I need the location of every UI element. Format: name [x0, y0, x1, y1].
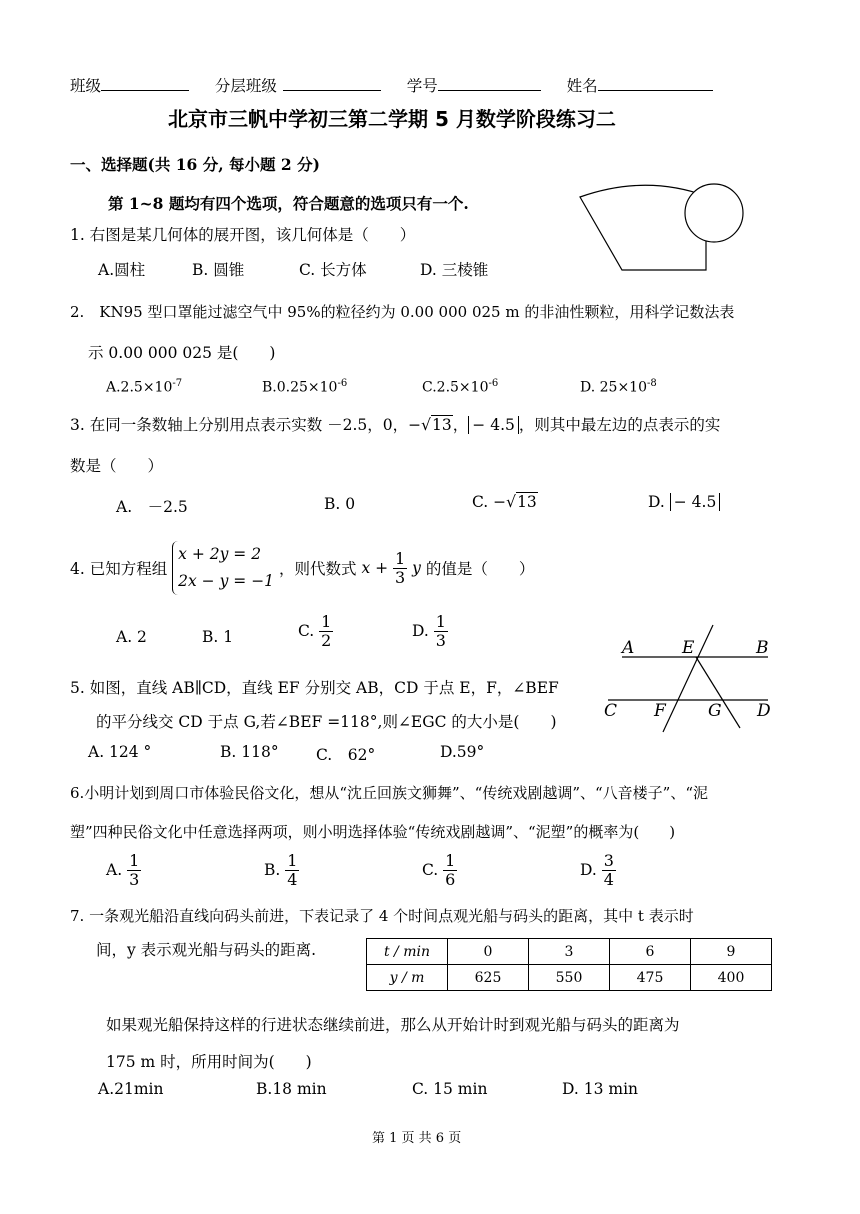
q3-option-c[interactable]: C. −√13: [472, 493, 537, 511]
q1-option-c[interactable]: C. 长方体: [299, 261, 367, 279]
id-blank[interactable]: [438, 74, 541, 91]
q2-option-c[interactable]: $C.2.5\times 10^{-6}$: [422, 378, 499, 396]
name-label: 姓名: [566, 77, 598, 95]
q1-option-b[interactable]: B. 圆锥: [192, 261, 245, 279]
table-cell: 0: [448, 939, 529, 965]
q7-table: [366, 938, 772, 991]
table-cell: 400: [691, 965, 772, 991]
class-label: 班级: [70, 77, 102, 95]
q5-option-c[interactable]: C. 62°: [316, 746, 376, 764]
q7-option-b[interactable]: B.18 min: [256, 1080, 327, 1098]
q3-option-d[interactable]: D. − 4.5: [648, 493, 720, 511]
q5-line2: 的平分线交 CD 于点 G,若∠BEF =118°,则∠EGC 的大小是( ): [96, 713, 557, 731]
base-circle: [685, 184, 743, 242]
q7-line3: 如果观光船保持这样的行进状态继续前进，那么从开始计时到观光船与码头的距离为: [106, 1016, 680, 1034]
section-heading: 一、选择题(共 16 分, 每小题 2 分): [70, 155, 320, 174]
class-blank[interactable]: [101, 74, 189, 91]
q4-option-c[interactable]: C. $\frac{1}{2}$: [298, 612, 332, 650]
label-D: D: [757, 701, 771, 721]
q3-stem-line2: 数是（ ）: [70, 457, 164, 475]
y-header: y / m: [367, 965, 448, 991]
cone-net-figure: [570, 180, 760, 280]
page-footer: 第 1 页 共 6 页: [372, 1131, 462, 1146]
q3-stem-line1: 3. 在同一条数轴上分别用点表示实数 －2.5，0，−√13， − 4.5 ，则其中最左边的点表示的实: [70, 416, 721, 434]
q4-option-b[interactable]: B. 1: [202, 628, 234, 646]
abs-value: − 4.5: [468, 416, 519, 434]
info-line: [70, 74, 713, 96]
label-F: F: [654, 701, 666, 721]
q2-option-a[interactable]: $A.2.5\times 10^{-7}$: [106, 378, 183, 396]
table-cell: 625: [448, 965, 529, 991]
q2-option-b[interactable]: $B.0.25\times 10^{-6}$: [262, 378, 348, 396]
q4-option-d[interactable]: D. $\frac{1}{3}$: [412, 612, 446, 650]
q4-option-a[interactable]: A. 2: [116, 628, 147, 646]
q5-option-d[interactable]: D.59°: [440, 743, 485, 761]
label-A: A: [622, 638, 635, 658]
q7-option-d[interactable]: D. 13 min: [562, 1080, 639, 1098]
q1-stem: 1. 右图是某几何体的展开图，该几何体是（ ）: [70, 226, 416, 244]
q4-stem: 4. 已知方程组 x + 2y = 2 2x − y = −1 ，则代数式 x + $\frac{1}{3}$ y 的值是（ ）: [70, 541, 534, 595]
q7-line2: 间，y 表示观光船与码头的距离.: [96, 941, 317, 959]
q1-option-a[interactable]: A.圆柱: [98, 261, 146, 279]
q6-option-c[interactable]: C. $\frac{1}{6}$: [422, 851, 456, 889]
label-E: E: [682, 638, 695, 658]
q1-option-d[interactable]: D. 三棱锥: [420, 261, 489, 279]
equation-system: x + 2y = 2 2x − y = −1: [172, 541, 274, 595]
table-cell: 3: [529, 939, 610, 965]
table-cell: 475: [610, 965, 691, 991]
page-title: 北京市三帆中学初三第二学期 5 月数学阶段练习二: [168, 107, 616, 131]
q5-line1: 5. 如图，直线 AB∥CD，直线 EF 分别交 AB，CD 于点 E，F，∠BEF: [70, 679, 559, 697]
q2-option-d[interactable]: D. $25\times 10^{-8}$: [580, 378, 657, 396]
q6-line1: 6.小明计划到周口市体验民俗文化，想从“沈丘回族文狮舞”、“传统戏剧越调”、“八音楼子”、“泥: [70, 784, 708, 802]
table-cell: 9: [691, 939, 772, 965]
name-blank[interactable]: [598, 74, 713, 91]
q5-option-a[interactable]: A. 124 °: [88, 743, 152, 761]
q6-line2: 塑”四种民俗文化中任意选择两项，则小明选择体验“传统戏剧越调”、“泥塑”的概率为( ): [70, 823, 676, 841]
table-cell: 6: [610, 939, 691, 965]
q2-stem-line2: 示 0.00 000 025 是( ): [88, 344, 276, 362]
tier-label: 分层班级: [214, 77, 277, 95]
q6-option-a[interactable]: A. $\frac{1}{3}$: [106, 851, 140, 889]
parallel-lines-figure: [600, 618, 790, 734]
table-row: [367, 939, 772, 965]
q7-option-c[interactable]: C. 15 min: [412, 1080, 488, 1098]
q6-option-b[interactable]: B. $\frac{1}{4}$: [264, 851, 298, 889]
label-G: G: [708, 701, 722, 721]
q5-option-b[interactable]: B. 118°: [220, 743, 279, 761]
q3-option-b[interactable]: B. 0: [324, 495, 356, 513]
label-B: B: [756, 638, 769, 658]
section-note: 第 1~8 题均有四个选项，符合题意的选项只有一个.: [108, 194, 469, 213]
q2-stem-line1: 2. KN95 型口罩能过滤空气中 95%的粒径约为 0.00 000 025 m 的非油性颗粒，用科学记数法表: [70, 303, 735, 321]
table-row: [367, 965, 772, 991]
label-C: C: [604, 701, 618, 721]
tier-blank[interactable]: [283, 74, 381, 91]
q7-line4: 175 m 时，所用时间为( ): [106, 1053, 312, 1071]
sector-shape: [580, 185, 706, 270]
sqrt-13: √13: [421, 416, 452, 434]
q6-option-d[interactable]: D. $\frac{3}{4}$: [580, 851, 614, 889]
t-header: t / min: [367, 939, 448, 965]
q3-option-a[interactable]: A. －2.5: [116, 498, 188, 516]
q7-line1: 7. 一条观光船沿直线向码头前进，下表记录了 4 个时间点观光船与码头的距离，其中 t 表示时: [70, 907, 694, 925]
table-cell: 550: [529, 965, 610, 991]
q7-option-a[interactable]: A.21min: [98, 1080, 164, 1098]
id-label: 学号: [406, 77, 438, 95]
